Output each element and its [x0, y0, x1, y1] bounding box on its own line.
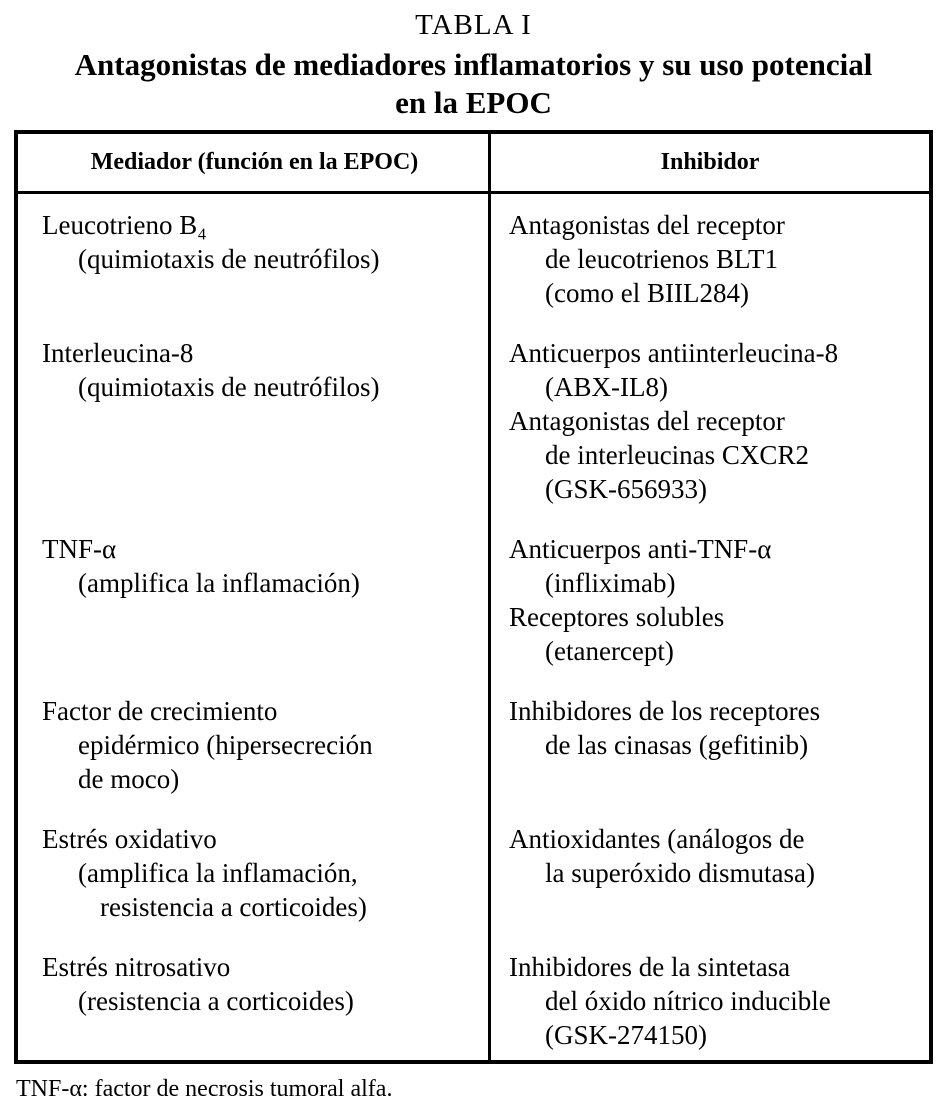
table-row — [18, 694, 929, 822]
inhibitor-cell — [491, 336, 929, 532]
inhibitor-line: de las cinasas (gefitinib) — [545, 730, 809, 760]
mediator-line: resistencia a corticoides) — [100, 892, 367, 922]
inhibitor-line: (ABX-IL8) — [545, 372, 668, 402]
mediator-line: Leucotrieno B₄ — [42, 210, 207, 240]
mediator-cell — [18, 336, 491, 532]
inhibitor-cell — [491, 822, 929, 950]
inhibitor-cell — [491, 950, 929, 1060]
inhibitor-line: la superóxido dismutasa) — [545, 858, 815, 888]
column-divider — [488, 134, 491, 1060]
inhibitor-line: (infliximab) — [545, 568, 676, 598]
mediator-line: (amplifica la inflamación) — [78, 568, 360, 598]
inhibitor-line: (etanercept) — [545, 636, 674, 666]
inhibitor-line: Anticuerpos anti-TNF-α — [509, 534, 772, 564]
table-row — [18, 532, 929, 694]
mediator-line: TNF-α — [42, 534, 117, 564]
inhibitor-line: Anticuerpos antiinterleucina-8 — [509, 338, 839, 368]
table-title — [14, 46, 933, 122]
inhibitor-line: Antagonistas del receptor — [509, 210, 785, 240]
mediator-line: Interleucina-8 — [42, 338, 194, 368]
inhibitor-cell — [491, 532, 929, 694]
inhibitor-line: de interleucinas CXCR2 — [545, 440, 809, 470]
footnote: TNF-α: factor de necrosis tumoral alfa. — [16, 1076, 393, 1102]
col-header-inhibitor: Inhibidor — [660, 149, 760, 175]
mediators-table — [14, 130, 933, 1064]
inhibitor-line: de leucotrienos BLT1 — [545, 244, 778, 274]
table-title-line: Antagonistas de mediadores inflamatorios y su uso potencial — [74, 47, 873, 82]
mediator-line: Estrés oxidativo — [42, 824, 217, 854]
inhibitor-line: Inhibidores de los receptores — [509, 696, 821, 726]
mediator-line: Factor de crecimiento — [42, 696, 278, 726]
inhibitor-line: del óxido nítrico inducible — [545, 986, 831, 1016]
inhibitor-line: (GSK-656933) — [545, 474, 707, 504]
mediator-cell — [18, 950, 491, 1060]
mediator-line: Estrés nitrosativo — [42, 952, 231, 982]
mediator-cell — [18, 532, 491, 694]
mediator-line: (resistencia a corticoides) — [78, 986, 354, 1016]
table-title-line: en la EPOC — [395, 85, 552, 120]
mediator-line: de moco) — [78, 764, 180, 794]
mediator-cell — [18, 822, 491, 950]
table-body — [18, 194, 929, 1060]
mediator-cell — [18, 694, 491, 822]
inhibitor-line: Inhibidores de la sintetasa — [509, 952, 791, 982]
inhibitor-cell — [491, 694, 929, 822]
table-row — [18, 950, 929, 1060]
inhibitor-line: Antioxidantes (análogos de — [509, 824, 805, 854]
table-row — [18, 336, 929, 532]
table-header-row — [18, 134, 929, 194]
table-row — [18, 208, 929, 336]
inhibitor-line: (GSK-274150) — [545, 1020, 707, 1050]
mediator-line: epidérmico (hipersecreción — [78, 730, 373, 760]
table-row — [18, 822, 929, 950]
mediator-line: (amplifica la inflamación, — [78, 858, 358, 888]
col-header-mediator: Mediador (función en la EPOC) — [90, 149, 419, 175]
inhibitor-line: Antagonistas del receptor — [509, 406, 785, 436]
inhibitor-cell — [491, 208, 929, 336]
inhibitor-line: Receptores solubles — [509, 602, 725, 632]
mediator-line: (quimiotaxis de neutrófilos) — [78, 244, 380, 274]
table-label: TABLA I — [415, 9, 532, 41]
mediator-cell — [18, 208, 491, 336]
mediator-line: (quimiotaxis de neutrófilos) — [78, 372, 380, 402]
inhibitor-line: (como el BIIL284) — [545, 278, 749, 308]
